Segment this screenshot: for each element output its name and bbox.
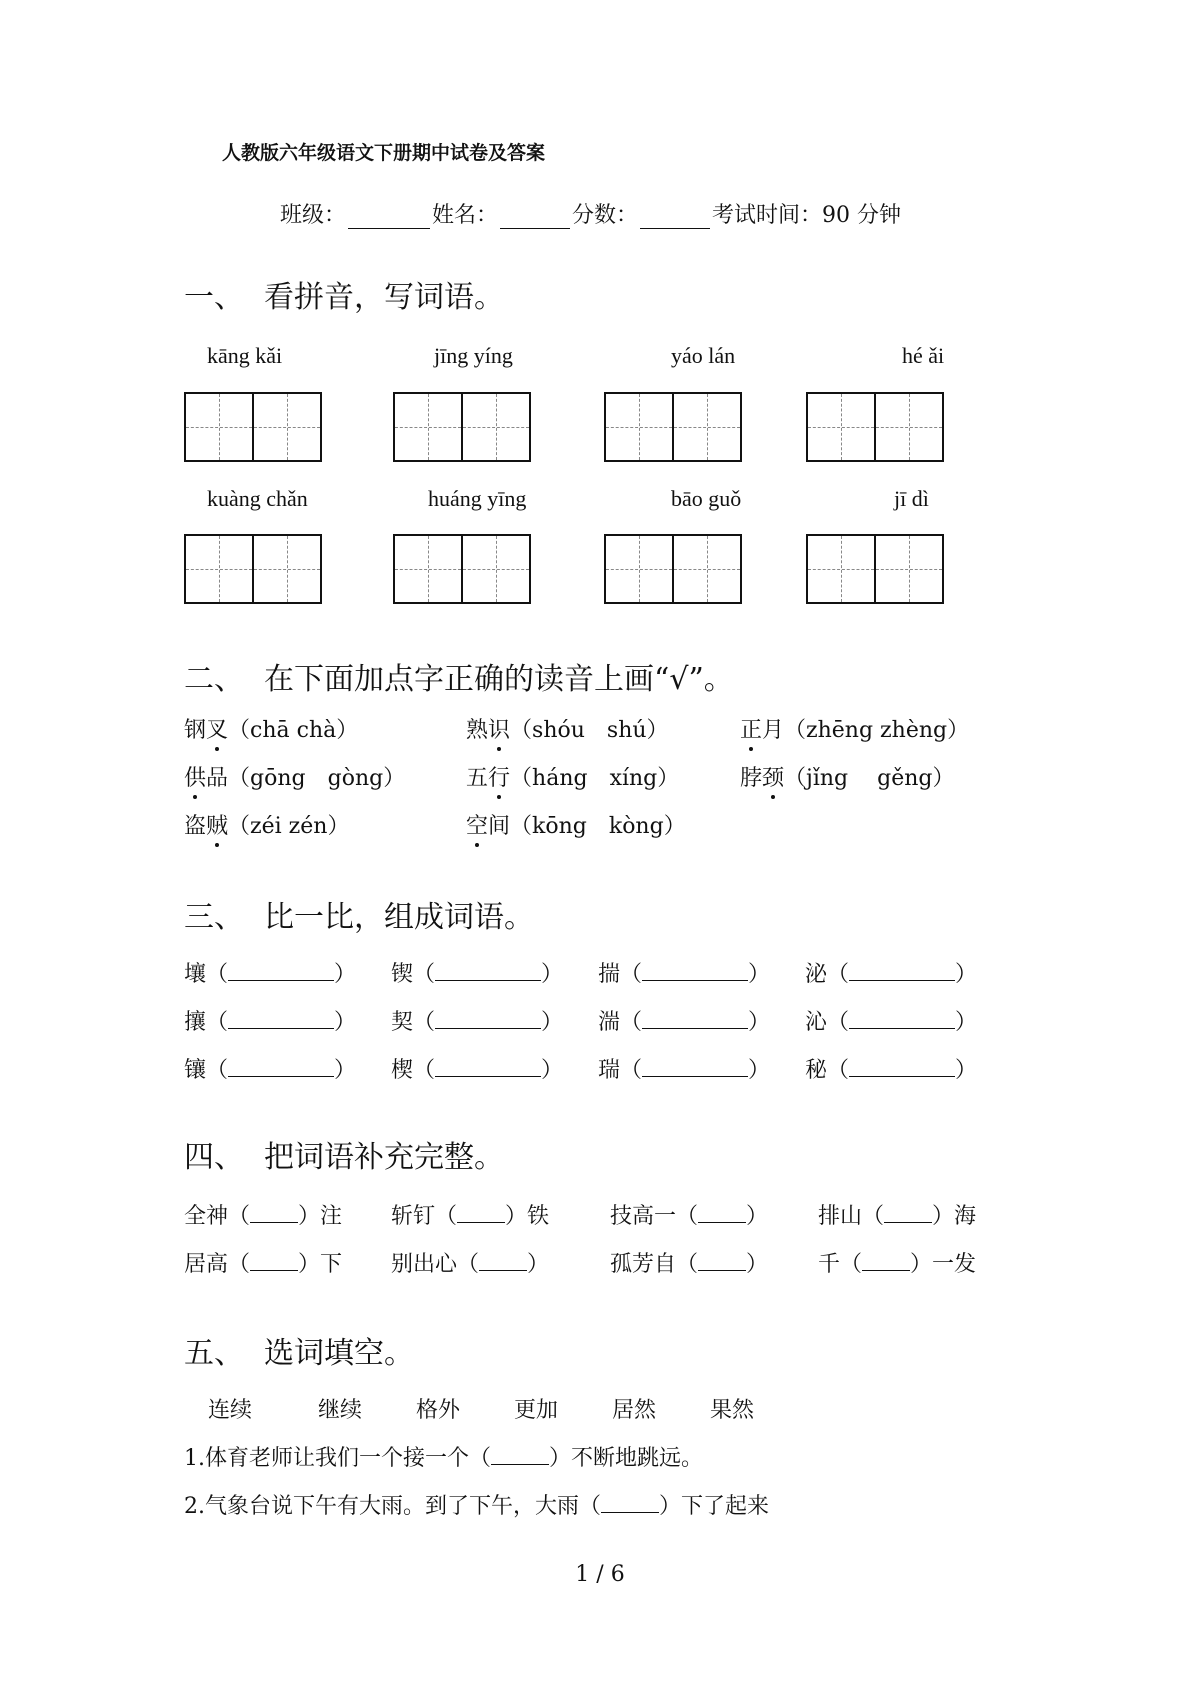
pronunciation-item: 正月（zhēng zhèng） bbox=[740, 713, 969, 744]
name-blank[interactable] bbox=[500, 206, 570, 229]
section-3-title: 三、 比一比，组成词语。 bbox=[184, 900, 534, 935]
pinyin-label: yáo lán bbox=[671, 343, 736, 368]
section-2-title: 二、 在下面加点字正确的读音上画“√”。 bbox=[184, 662, 734, 697]
section-5-title: 五、 选词填空。 bbox=[184, 1336, 414, 1371]
fill-sentence[interactable]: 2.气象台说下午有大雨。到了下午，大雨（ ）下了起来 bbox=[184, 1494, 770, 1519]
compare-item[interactable]: 沁（ ） bbox=[805, 1010, 978, 1035]
compare-item[interactable]: 攘（ ） bbox=[184, 1010, 357, 1035]
time-label: 考试时间：90 分钟 bbox=[712, 203, 902, 228]
document-title: 人教版六年级语文下册期中试卷及答案 bbox=[222, 142, 546, 164]
word-choice: 继续 bbox=[318, 1398, 363, 1423]
page-number: 1 / 6 bbox=[575, 1562, 625, 1587]
idiom-item[interactable]: 别出心（ ） bbox=[391, 1252, 550, 1277]
fill-sentence[interactable]: 1.体育老师让我们一个接一个（ ）不断地跳远。 bbox=[184, 1446, 704, 1471]
compare-item[interactable]: 瑞（ ） bbox=[598, 1058, 771, 1083]
idiom-item[interactable]: 技高一（ ） bbox=[610, 1204, 769, 1229]
class-blank[interactable] bbox=[348, 206, 430, 229]
pinyin-label: jī dì bbox=[894, 486, 929, 511]
pronunciation-item: 钢叉（chā chà） bbox=[184, 713, 358, 744]
idiom-item[interactable]: 居高（ ）下 bbox=[184, 1252, 343, 1277]
pronunciation-item: 脖颈（jǐng gěng） bbox=[740, 761, 955, 792]
word-choice: 连续 bbox=[208, 1398, 253, 1423]
score-label: 分数： bbox=[572, 203, 639, 228]
pronunciation-item: 熟识（shóu shú） bbox=[466, 713, 669, 744]
pronunciation-item: 五行（háng xíng） bbox=[466, 761, 679, 792]
pronunciation-item: 空间（kōng kòng） bbox=[466, 809, 686, 840]
idiom-item[interactable]: 排山（ ）海 bbox=[818, 1204, 977, 1229]
writing-grid[interactable] bbox=[184, 392, 322, 462]
section-1-title: 一、 看拼音，写词语。 bbox=[184, 280, 504, 315]
pinyin-label: kāng kǎi bbox=[207, 343, 283, 368]
pronunciation-item: 盗贼（zéi zén） bbox=[184, 809, 349, 840]
writing-grid[interactable] bbox=[806, 392, 944, 462]
writing-grid[interactable] bbox=[393, 392, 531, 462]
compare-item[interactable]: 壤（ ） bbox=[184, 962, 357, 987]
compare-item[interactable]: 契（ ） bbox=[391, 1010, 564, 1035]
pinyin-label: kuàng chǎn bbox=[207, 486, 308, 511]
word-choice: 更加 bbox=[514, 1398, 559, 1423]
idiom-item[interactable]: 斩钉（ ）铁 bbox=[391, 1204, 550, 1229]
writing-grid[interactable] bbox=[604, 534, 742, 604]
compare-item[interactable]: 湍（ ） bbox=[598, 1010, 771, 1035]
idiom-item[interactable]: 全神（ ）注 bbox=[184, 1204, 343, 1229]
name-label: 姓名： bbox=[432, 203, 499, 228]
compare-item[interactable]: 镶（ ） bbox=[184, 1058, 357, 1083]
pinyin-label: hé ǎi bbox=[902, 343, 945, 368]
section-4-title: 四、 把词语补充完整。 bbox=[184, 1140, 504, 1175]
compare-item[interactable]: 揣（ ） bbox=[598, 962, 771, 987]
idiom-item[interactable]: 孤芳自（ ） bbox=[610, 1252, 769, 1277]
compare-item[interactable]: 锲（ ） bbox=[391, 962, 564, 987]
compare-item[interactable]: 泌（ ） bbox=[805, 962, 978, 987]
word-choice: 果然 bbox=[710, 1398, 755, 1423]
writing-grid[interactable] bbox=[393, 534, 531, 604]
compare-item[interactable]: 楔（ ） bbox=[391, 1058, 564, 1083]
student-info-row bbox=[280, 198, 901, 229]
score-blank[interactable] bbox=[640, 206, 710, 229]
pinyin-label: bāo guǒ bbox=[671, 486, 742, 511]
writing-grid[interactable] bbox=[604, 392, 742, 462]
class-label: 班级： bbox=[280, 203, 347, 228]
pronunciation-item: 供品（gōng gòng） bbox=[184, 761, 405, 792]
word-choice: 居然 bbox=[612, 1398, 657, 1423]
writing-grid[interactable] bbox=[806, 534, 944, 604]
compare-item[interactable]: 秘（ ） bbox=[805, 1058, 978, 1083]
pinyin-label: huáng yīng bbox=[428, 486, 527, 511]
writing-grid[interactable] bbox=[184, 534, 322, 604]
idiom-item[interactable]: 千（ ）一发 bbox=[818, 1252, 977, 1277]
pinyin-label: jīng yíng bbox=[434, 343, 513, 368]
word-choice: 格外 bbox=[416, 1398, 461, 1423]
